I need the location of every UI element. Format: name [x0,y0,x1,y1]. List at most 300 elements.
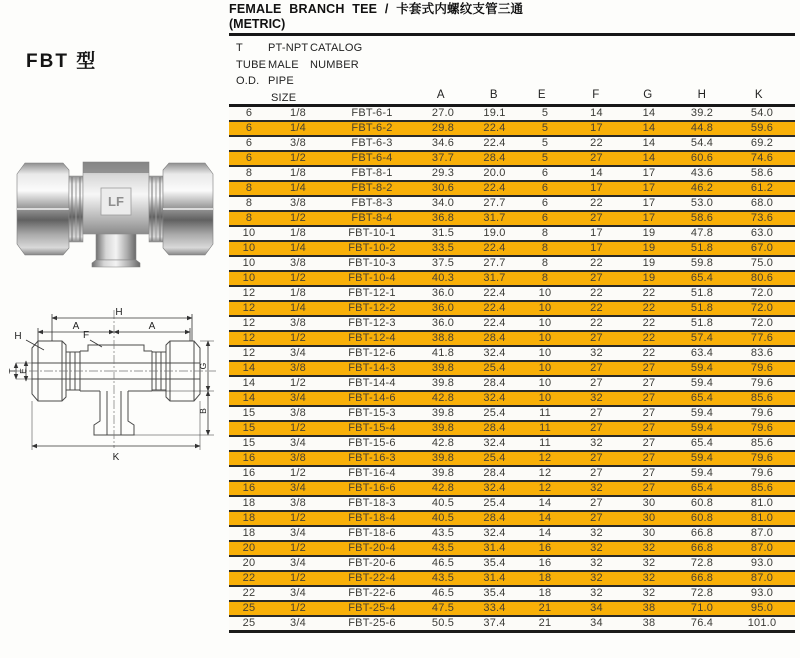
cell-dim-e: 14 [538,497,552,509]
cell-tube-od: 14 [242,362,256,374]
cell-dim-h: 59.4 [690,422,714,434]
cell-dim-k: 73.6 [750,212,774,224]
table-row [229,226,795,241]
cell-dim-e: 18 [538,572,552,584]
cell-catalog-number: FBT-6-3 [351,137,393,149]
header-dim-g: G [643,89,653,101]
table-row [229,331,795,346]
cell-dim-k: 68.0 [750,197,774,209]
cell-dim-b: 31.4 [483,542,506,554]
table-row [229,346,795,361]
cell-dim-f: 27 [590,422,603,434]
cell-dim-a: 36.0 [431,302,455,314]
cell-dim-h: 51.8 [690,317,714,329]
dim-label-h-nut: H [14,331,22,342]
table-row [229,526,795,541]
cell-dim-f: 22 [590,197,603,209]
table-row [229,107,795,121]
page-subtitle: (METRIC) [229,17,286,31]
cell-pipe-size: 1/2 [290,212,306,224]
cell-dim-g: 22 [642,287,656,299]
cell-tube-od: 6 [245,152,253,164]
cell-dim-a: 36.0 [431,317,455,329]
cell-dim-g: 30 [642,497,656,509]
header-tube-line: TUBE [236,58,267,71]
cell-dim-a: 46.5 [431,557,455,569]
cell-tube-od: 25 [242,617,256,629]
cell-dim-e: 10 [538,377,552,389]
cell-dim-e: 6 [541,212,549,224]
cell-catalog-number: FBT-8-2 [351,182,393,194]
cell-dim-g: 17 [642,167,656,179]
dim-label-t-tube: T [7,368,17,374]
cell-dim-a: 40.5 [431,497,455,509]
cell-dim-e: 8 [541,227,549,239]
cell-dim-g: 27 [642,422,656,434]
cell-dim-b: 22.4 [483,137,506,149]
cell-dim-a: 39.8 [431,362,455,374]
cell-dim-e: 11 [539,407,551,419]
cell-dim-f: 22 [590,137,603,149]
cell-pipe-size: 1/2 [290,272,306,284]
cell-dim-a: 42.8 [431,482,455,494]
cell-dim-g: 27 [642,452,656,464]
cell-dim-h: 60.8 [690,497,714,509]
cell-dim-a: 41.8 [431,347,455,359]
cell-dim-f: 32 [590,557,603,569]
cell-catalog-number: FBT-8-3 [351,197,393,209]
cell-dim-h: 59.8 [690,257,714,269]
cell-tube-od: 12 [242,317,256,329]
table-row [229,586,795,601]
cell-dim-b: 25.4 [483,407,506,419]
cell-catalog-number: FBT-6-4 [351,152,393,164]
cell-pipe-size: 1/2 [290,602,306,614]
cell-dim-f: 27 [590,407,603,419]
cell-dim-k: 85.6 [750,437,774,449]
cell-dim-b: 27.7 [483,257,506,269]
left-panel [0,0,228,658]
cell-tube-od: 10 [242,242,256,254]
cell-dim-k: 79.6 [750,377,774,389]
header-pipe-size [268,40,308,106]
cell-catalog-number: FBT-6-1 [351,107,393,119]
cell-dim-k: 93.0 [750,557,774,569]
cell-dim-g: 19 [642,242,656,254]
cell-pipe-size: 3/4 [290,527,306,539]
cell-dim-a: 40.5 [431,512,455,524]
cell-dim-h: 59.4 [690,362,714,374]
brand-logo-text: LF [108,194,124,209]
cell-dim-a: 37.7 [431,152,455,164]
cell-dim-e: 16 [538,542,552,554]
cell-dim-g: 17 [642,212,656,224]
cell-dim-k: 72.0 [750,287,774,299]
cell-pipe-size: 3/4 [290,617,306,629]
cell-dim-a: 39.8 [431,407,455,419]
header-catalog-line: CATALOG [310,42,363,54]
table-row [229,151,795,166]
cell-dim-h: 57.4 [690,332,714,344]
cell-dim-e: 18 [538,587,552,599]
cell-catalog-number: FBT-16-4 [348,467,396,479]
header-pipe-line: MALE [268,58,299,71]
cell-dim-f: 32 [590,572,603,584]
dim-label-f-body: F [82,330,90,341]
cell-dim-k: 95.0 [750,602,774,614]
table-row [229,121,795,136]
cell-pipe-size: 3/8 [290,317,306,329]
cell-dim-e: 21 [538,602,552,614]
cell-dim-h: 59.4 [690,452,714,464]
cell-dim-b: 20.0 [483,167,506,179]
header-tube-line: O.D. [236,75,260,87]
table-row [229,391,795,406]
cell-dim-a: 43.5 [431,572,455,584]
table-row [229,271,795,286]
cell-dim-b: 33.4 [483,602,506,614]
cell-dim-e: 11 [539,437,551,449]
cell-dim-k: 67.0 [750,242,774,254]
cell-pipe-size: 3/4 [290,437,306,449]
cell-dim-a: 30.6 [431,182,455,194]
cell-dim-b: 19.0 [483,227,506,239]
cell-catalog-number: FBT-8-4 [351,212,393,224]
cell-dim-e: 5 [541,107,549,119]
cell-dim-b: 28.4 [483,467,506,479]
cell-dim-e: 10 [538,362,552,374]
cell-dim-g: 30 [642,512,656,524]
cell-dim-h: 53.0 [690,197,714,209]
cell-dim-a: 33.5 [431,242,455,254]
cell-dim-k: 79.6 [750,422,774,434]
cell-pipe-size: 3/4 [290,347,306,359]
table-row [229,181,795,196]
table-row [229,571,795,586]
cell-dim-f: 27 [590,362,603,374]
cell-dim-f: 27 [590,377,603,389]
table-row [229,541,795,556]
cell-dim-e: 6 [541,167,549,179]
table-row [229,241,795,256]
cell-dim-f: 17 [590,227,603,239]
cell-catalog-number: FBT-18-4 [348,512,396,524]
cell-dim-g: 14 [642,137,656,149]
cell-dim-a: 50.5 [431,617,455,629]
dim-label-g: G [198,362,208,370]
table-row [229,361,795,376]
cell-dim-a: 34.0 [431,197,455,209]
cell-dim-b: 32.4 [483,437,506,449]
cell-catalog-number: FBT-22-4 [348,572,396,584]
cell-dim-e: 8 [541,272,549,284]
cell-dim-k: 72.0 [750,317,774,329]
table-row [229,256,795,271]
dimension-drawing [4,288,226,468]
cell-dim-f: 34 [590,617,603,629]
dim-label-a-right: A [148,321,156,332]
cell-dim-a: 40.3 [431,272,455,284]
cell-dim-b: 31.4 [483,572,506,584]
cell-dim-e: 11 [539,422,551,434]
cell-pipe-size: 1/2 [290,542,306,554]
cell-dim-h: 43.6 [690,167,714,179]
cell-dim-b: 22.4 [483,242,506,254]
cell-dim-b: 28.4 [483,332,506,344]
cell-dim-f: 14 [590,167,603,179]
cell-dim-f: 32 [590,542,603,554]
cell-dim-f: 22 [590,317,603,329]
cell-dim-b: 22.4 [483,302,506,314]
cell-dim-e: 10 [538,302,552,314]
cell-tube-od: 18 [242,512,256,524]
cell-dim-a: 39.8 [431,467,455,479]
header-tube-od [236,40,266,90]
cell-dim-b: 25.4 [483,452,506,464]
cell-dim-k: 85.6 [750,392,774,404]
cell-tube-od: 16 [242,467,256,479]
table-row [229,196,795,211]
cell-tube-od: 15 [242,437,256,449]
cell-dim-k: 79.6 [750,452,774,464]
cell-dim-g: 27 [642,407,656,419]
cell-dim-h: 65.4 [690,272,714,284]
cell-pipe-size: 1/8 [290,287,306,299]
cell-dim-h: 76.4 [690,617,714,629]
cell-dim-a: 27.0 [431,107,455,119]
header-dim-a: A [436,89,446,101]
cell-dim-h: 65.4 [690,392,714,404]
cell-dim-b: 31.7 [483,272,506,284]
cell-dim-k: 81.0 [750,497,774,509]
cell-dim-e: 14 [538,527,552,539]
table-row [229,316,795,331]
page-title: FEMALE BRANCH TEE / 卡套式内螺纹支管三通 [229,2,524,16]
cell-catalog-number: FBT-10-4 [348,272,396,284]
header-dim-f: F [592,89,600,101]
cell-dim-h: 65.4 [690,482,714,494]
cell-dim-e: 10 [538,392,552,404]
cell-tube-od: 10 [242,257,256,269]
header-pipe-line: PT-NPT [268,42,309,54]
spec-table-header [229,36,795,107]
table-row [229,421,795,436]
table-row [229,451,795,466]
product-photo [15,136,215,268]
header-tube-line: T [236,42,243,54]
cell-dim-b: 37.4 [483,617,506,629]
cell-dim-b: 27.7 [483,197,506,209]
cell-pipe-size: 1/4 [290,302,306,314]
cell-tube-od: 18 [242,527,256,539]
cell-dim-f: 27 [590,212,603,224]
cell-dim-f: 27 [590,467,603,479]
cell-dim-k: 83.6 [750,347,774,359]
header-catalog-number [310,40,362,73]
cell-catalog-number: FBT-6-2 [351,122,393,134]
cell-catalog-number: FBT-14-4 [348,377,396,389]
cell-tube-od: 8 [245,197,253,209]
cell-catalog-number: FBT-12-4 [348,332,396,344]
cell-dim-k: 79.6 [750,407,774,419]
cell-dim-f: 32 [590,437,603,449]
cell-dim-k: 85.6 [750,482,774,494]
cell-tube-od: 18 [242,497,256,509]
cell-dim-b: 28.4 [483,377,506,389]
header-dim-b: B [489,89,499,101]
cell-dim-a: 34.6 [431,137,455,149]
cell-dim-g: 32 [642,587,656,599]
cell-dim-a: 43.5 [431,542,455,554]
cell-dim-a: 39.8 [431,422,455,434]
cell-dim-f: 27 [590,452,603,464]
cell-tube-od: 22 [242,572,256,584]
cell-dim-a: 37.5 [431,257,455,269]
cell-dim-a: 39.8 [431,377,455,389]
cell-dim-g: 19 [642,257,656,269]
tee-cross-section [4,288,226,468]
cell-dim-e: 12 [538,482,552,494]
cell-dim-b: 32.4 [483,347,506,359]
table-row [229,481,795,496]
cell-dim-a: 46.5 [431,587,455,599]
cell-dim-h: 51.8 [690,242,714,254]
cell-pipe-size: 1/8 [290,227,306,239]
cell-dim-e: 21 [538,617,552,629]
cell-pipe-size: 3/4 [290,482,306,494]
cell-catalog-number: FBT-20-4 [348,542,396,554]
cell-dim-g: 38 [642,617,656,629]
cell-tube-od: 14 [242,392,256,404]
cell-dim-h: 66.8 [690,542,714,554]
table-row [229,556,795,571]
cell-dim-g: 22 [642,317,656,329]
cell-tube-od: 20 [242,557,256,569]
cell-dim-f: 14 [590,107,603,119]
header-dim-h: H [697,89,707,101]
model-type-label: FBT 型 [26,51,98,72]
cell-dim-g: 30 [642,527,656,539]
cell-tube-od: 12 [242,332,256,344]
title-block [229,0,795,36]
cell-pipe-size: 1/2 [290,467,306,479]
cell-catalog-number: FBT-10-2 [348,242,396,254]
cell-dim-e: 8 [541,257,549,269]
cell-dim-b: 35.4 [483,557,506,569]
cell-dim-b: 28.4 [483,512,506,524]
cell-dim-h: 60.6 [690,152,714,164]
table-row [229,376,795,391]
header-dim-e: E [537,89,547,101]
cell-catalog-number: FBT-12-2 [348,302,396,314]
cell-pipe-size: 1/2 [290,377,306,389]
cell-dim-g: 19 [642,227,656,239]
spec-sheet [229,0,795,633]
spec-table [229,107,795,633]
cell-pipe-size: 1/2 [290,152,306,164]
cell-pipe-size: 1/8 [290,167,306,179]
cell-dim-b: 31.7 [483,212,506,224]
cell-dim-a: 42.8 [431,437,455,449]
cell-dim-g: 14 [642,152,656,164]
cell-dim-f: 32 [590,392,603,404]
cell-tube-od: 16 [242,482,256,494]
table-row [229,286,795,301]
cell-catalog-number: FBT-18-3 [348,497,396,509]
cell-dim-k: 77.6 [750,332,774,344]
cell-dim-h: 66.8 [690,572,714,584]
cell-dim-k: 79.6 [750,467,774,479]
cell-dim-k: 59.6 [750,122,774,134]
cell-dim-g: 32 [642,542,656,554]
cell-tube-od: 15 [242,407,256,419]
header-dim-k: K [754,89,764,101]
cell-dim-g: 14 [642,107,656,119]
cell-catalog-number: FBT-25-4 [348,602,396,614]
cell-dim-b: 22.4 [483,317,506,329]
cell-dim-a: 42.8 [431,392,455,404]
cell-dim-k: 93.0 [750,587,774,599]
cell-catalog-number: FBT-16-3 [348,452,396,464]
cell-dim-f: 27 [590,272,603,284]
cell-dim-k: 72.0 [750,302,774,314]
cell-dim-g: 17 [642,182,656,194]
cell-dim-b: 32.4 [483,527,506,539]
cell-dim-h: 39.2 [690,107,714,119]
cell-dim-g: 27 [642,437,656,449]
cell-catalog-number: FBT-8-1 [351,167,393,179]
cell-dim-e: 5 [541,137,549,149]
cell-dim-h: 47.8 [690,227,714,239]
cell-dim-f: 32 [590,587,603,599]
table-row [229,436,795,451]
cell-dim-g: 22 [642,302,656,314]
cell-dim-e: 5 [541,152,549,164]
cell-tube-od: 16 [242,452,256,464]
cell-pipe-size: 3/4 [290,557,306,569]
cell-pipe-size: 1/2 [290,512,306,524]
cell-dim-f: 17 [590,182,603,194]
cell-tube-od: 6 [245,137,253,149]
cell-dim-e: 6 [541,197,549,209]
cell-dim-e: 10 [538,347,552,359]
cell-dim-h: 51.8 [690,302,714,314]
cell-dim-e: 10 [538,287,552,299]
cell-dim-f: 22 [590,257,603,269]
cell-catalog-number: FBT-10-1 [348,227,396,239]
cell-dim-a: 29.8 [431,122,455,134]
header-catalog-line: NUMBER [310,58,359,71]
table-row [229,466,795,481]
cell-dim-b: 32.4 [483,482,506,494]
cell-dim-h: 65.4 [690,437,714,449]
cell-tube-od: 8 [245,167,253,179]
cell-dim-e: 14 [538,512,552,524]
cell-catalog-number: FBT-10-3 [348,257,396,269]
cell-dim-g: 19 [642,272,656,284]
cell-catalog-number: FBT-16-6 [348,482,396,494]
cell-catalog-number: FBT-20-6 [348,557,396,569]
cell-dim-e: 6 [541,182,549,194]
cell-dim-h: 59.4 [690,377,714,389]
cell-dim-k: 58.6 [750,167,774,179]
cell-catalog-number: FBT-12-3 [348,317,396,329]
cell-dim-h: 54.4 [690,137,714,149]
cell-dim-e: 12 [538,467,552,479]
cell-tube-od: 6 [245,107,253,119]
cell-dim-a: 39.8 [431,452,455,464]
dim-label-h-span: H [115,307,123,318]
